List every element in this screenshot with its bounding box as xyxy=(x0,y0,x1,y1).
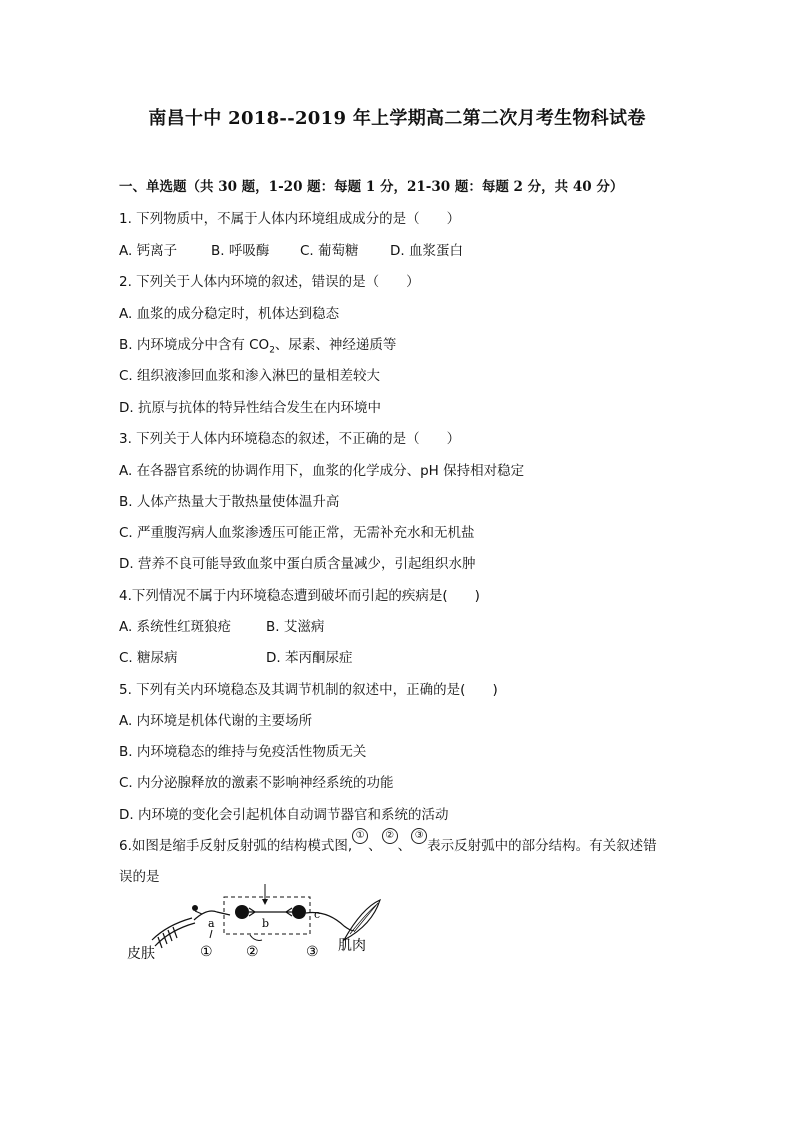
q6-stem-rest: 表示反射弧中的部分结构。有关叙述错 xyxy=(427,838,657,854)
q5-option-c: C. 内分泌腺释放的激素不影响神经系统的功能 xyxy=(119,775,394,791)
q5-option-d: D. 内环境的变化会引起机体自动调节器官和系统的活动 xyxy=(119,807,449,823)
stimulus-arrow-head xyxy=(262,899,268,905)
q4-option-b: B. 艾滋病 xyxy=(266,619,325,635)
marker-3: ③ xyxy=(411,828,427,844)
ganglion-dot xyxy=(192,905,198,911)
q2-option-b-text: B. 内环境成分中含有 CO xyxy=(119,337,270,353)
section-heading: 一、单选题（共 30 题，1-20 题：每题 1 分，21-30 题：每题 2 分，共 40 分） xyxy=(119,179,624,195)
label-2: ② xyxy=(246,944,259,960)
q4-option-c: C. 糖尿病 xyxy=(119,650,178,666)
question-2-stem: 2. 下列关于人体内环境的叙述，错误的是（ ） xyxy=(119,274,420,290)
pointer-2 xyxy=(250,935,262,940)
receptor-icon xyxy=(152,918,195,948)
question-4-options-row2 xyxy=(119,646,352,666)
question-5-stem: 5. 下列有关内环境稳态及其调节机制的叙述中，正确的是( ) xyxy=(119,682,498,698)
question-6-stem xyxy=(119,830,657,854)
question-3-stem: 3. 下列关于人体内环境稳态的叙述，不正确的是（ ） xyxy=(119,431,461,447)
q2-option-b xyxy=(119,333,396,356)
label-muscle: 肌肉 xyxy=(338,938,366,954)
q3-option-b: B. 人体产热量大于散热量使体温升高 xyxy=(119,494,340,510)
question-1-options xyxy=(119,239,463,259)
label-a: a xyxy=(208,917,215,930)
q3-option-d: D. 营养不良可能导致血浆中蛋白质含量减少，引起组织水肿 xyxy=(119,556,476,572)
q4-option-d: D. 苯丙酮尿症 xyxy=(266,650,353,666)
question-6-stem-line2: 误的是 xyxy=(119,869,160,885)
q2-option-d: D. 抗原与抗体的特异性结合发生在内环境中 xyxy=(119,400,381,416)
q6-sep-1: 、 xyxy=(368,838,382,854)
q3-option-a: A. 在各器官系统的协调作用下，血浆的化学成分、pH 保持相对稳定 xyxy=(119,463,525,479)
q1-option-d: D. 血浆蛋白 xyxy=(390,243,463,259)
label-1: ① xyxy=(200,944,213,960)
q2-option-b-rest: 、尿素、神经递质等 xyxy=(274,337,397,353)
q6-stem-text: 6.如图是缩手反射反射弧的结构模式图, xyxy=(119,838,353,854)
page-title: 南昌十中 2018--2019 年上学期高二第二次月考生物科试卷 xyxy=(148,108,646,129)
pointer-1 xyxy=(210,930,212,938)
label-c: c xyxy=(314,908,321,921)
q3-option-c: C. 严重腹泻病人血浆渗透压可能正常，无需补充水和无机盐 xyxy=(119,525,475,541)
q6-sep-2: 、 xyxy=(397,838,412,854)
marker-2: ② xyxy=(382,828,398,844)
label-skin: 皮肤 xyxy=(127,946,155,962)
q4-option-a: A. 系统性红斑狼疮 xyxy=(119,619,232,635)
question-4-options-row1 xyxy=(119,615,324,635)
label-b: b xyxy=(262,917,270,930)
q2-option-c: C. 组织液渗回血浆和渗入淋巴的量相差较大 xyxy=(119,368,381,384)
reflex-arc-figure xyxy=(122,880,402,970)
q5-option-b: B. 内环境稳态的维持与免疫活性物质无关 xyxy=(119,744,367,760)
label-3: ③ xyxy=(306,944,319,960)
question-4-stem: 4.下列情况不属于内环境稳态遭到破坏而引起的疾病是( ) xyxy=(119,588,480,604)
question-1-stem: 1. 下列物质中，不属于人体内环境组成成分的是（ ） xyxy=(119,211,461,227)
marker-1: ① xyxy=(352,828,368,844)
q5-option-a: A. 内环境是机体代谢的主要场所 xyxy=(119,713,313,729)
ganglion-stalk xyxy=(195,911,202,914)
q1-option-c: C. 葡萄糖 xyxy=(300,243,359,259)
q1-option-b: B. 呼吸酶 xyxy=(211,243,270,259)
q2-option-a: A. 血浆的成分稳定时，机体达到稳态 xyxy=(119,306,340,322)
q1-option-a: A. 钙离子 xyxy=(119,243,178,259)
neuron-body-left xyxy=(235,905,249,919)
q2-option-b-subscript: 2 xyxy=(269,345,275,356)
neuron-body-right xyxy=(292,905,306,919)
